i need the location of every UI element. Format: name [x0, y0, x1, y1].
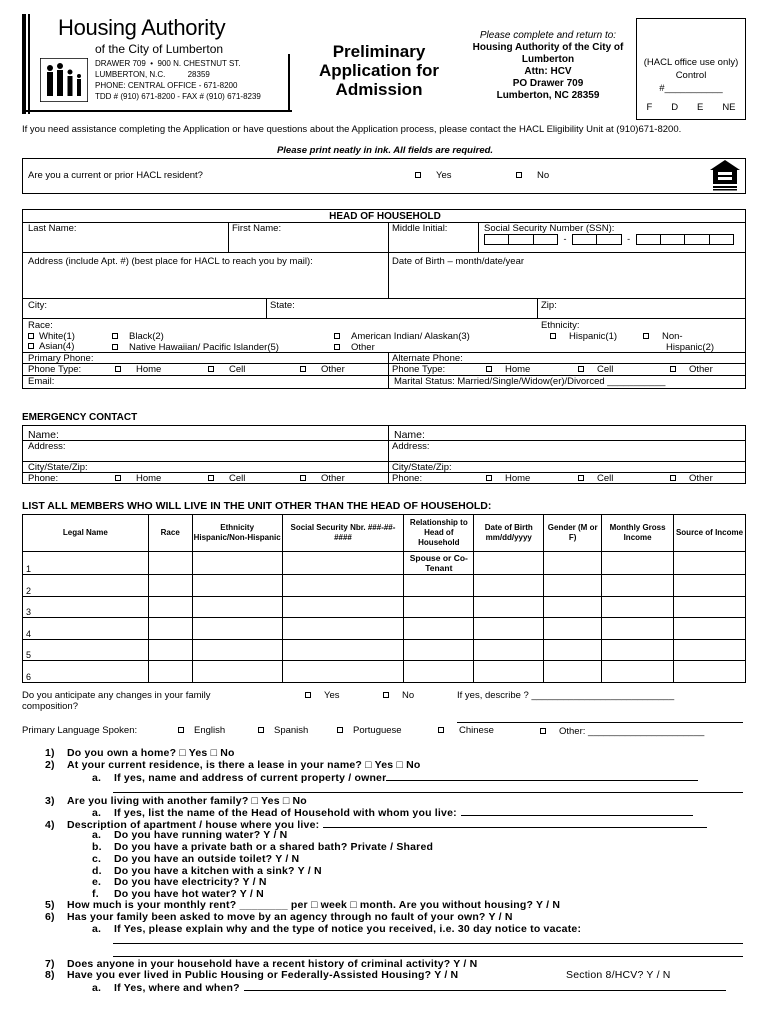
portuguese-checkbox[interactable] [337, 727, 343, 733]
table-cell[interactable] [602, 661, 674, 683]
table-cell[interactable] [404, 575, 474, 597]
office-code-ne: NE [722, 102, 736, 113]
col-legal-name: Legal Name [23, 515, 149, 552]
table-cell[interactable] [674, 639, 746, 661]
first-name-field[interactable]: First Name: [232, 223, 282, 234]
table-row [23, 639, 746, 661]
lease-question[interactable]: At your current residence, is there a lease in your name? □ Yes □ No [67, 759, 421, 771]
ethnicity-label: Ethnicity: [541, 320, 580, 331]
table-cell[interactable] [192, 552, 282, 575]
public-housing-question[interactable]: Have you ever lived in Public Housing or Federally-Assisted Housing? Y / N [67, 969, 459, 981]
q4f-letter: f. [92, 888, 99, 900]
own-home-question[interactable]: Do you own a home? □ Yes □ No [67, 747, 235, 759]
row-number[interactable]: 1 [23, 552, 149, 575]
emergency-home-label-2: Home [505, 473, 531, 484]
english-label: English [194, 725, 226, 736]
emergency-home-checkbox-2[interactable] [486, 475, 492, 481]
col-gender: Gender (M or F) [544, 515, 602, 552]
return-org: Housing Authority of the City of Lumberton [472, 42, 624, 65]
emergency-phone-field[interactable]: Phone: [28, 473, 59, 484]
table-cell[interactable] [192, 596, 282, 618]
return-intro: Please complete and return to: [479, 30, 617, 41]
non-hispanic-checkbox[interactable] [643, 333, 649, 339]
bath-question[interactable]: Do you have a private bath or a shared bath? Private / Shared [114, 841, 434, 853]
emergency-city-state-zip-field[interactable]: City/State/Zip: [28, 462, 88, 473]
race-black-checkbox[interactable] [112, 333, 118, 339]
emergency-cell-checkbox-2[interactable] [578, 475, 584, 481]
emergency-contact-title: EMERGENCY CONTACT [22, 412, 138, 423]
table-cell[interactable] [674, 618, 746, 640]
emergency-cell-label-2: Cell [597, 473, 614, 484]
where-when-question: If Yes, where and when? [114, 982, 240, 994]
resident-no-checkbox[interactable] [516, 172, 522, 178]
form-title-line-1: Preliminary [332, 42, 426, 61]
table-cell[interactable] [404, 661, 474, 683]
alternate-phone-type-label: Phone Type: [392, 364, 446, 375]
race-white-checkbox[interactable] [28, 333, 34, 339]
notice-explanation-question: If Yes, please explain why and the type of notice you received, i.e. 30 day notice to vacate: [114, 923, 582, 935]
table-cell[interactable] [148, 596, 192, 618]
q2-number: 2) [45, 759, 55, 771]
primary-phone-field[interactable]: Primary Phone: [28, 353, 94, 364]
table-cell[interactable] [192, 575, 282, 597]
table-cell[interactable] [148, 639, 192, 661]
q4d-letter: d. [92, 865, 102, 877]
alternate-other-checkbox[interactable] [670, 366, 676, 372]
alternate-home-checkbox[interactable] [486, 366, 492, 372]
spouse-cotenant-label: Spouse or Co-Tenant [404, 552, 474, 575]
table-cell[interactable] [674, 596, 746, 618]
city-field[interactable]: City: [28, 300, 47, 311]
table-cell[interactable] [404, 639, 474, 661]
race-label: Race: [28, 320, 53, 331]
emergency-home-checkbox[interactable] [115, 475, 121, 481]
table-cell[interactable] [544, 618, 602, 640]
office-use-label: (HACL office use only) [643, 57, 739, 68]
form-title [305, 42, 453, 99]
race-asian-checkbox[interactable] [28, 343, 34, 349]
logo-address: DRAWER 709 • 900 N. CHESTNUT ST. LUMBERTON, N.C. 28359 PHONE: CENTRAL OFFICE - 671-8200 TDD # (910) 671-8200 - FAX # (910) 671-8239 [95, 59, 261, 101]
col-income-source: Source of Income [674, 515, 746, 552]
living-with-family-question[interactable]: Are you living with another family? □ Yes □ No [67, 795, 307, 807]
race-aian-label: American Indian/ Alaskan(3) [351, 331, 470, 342]
portuguese-label: Portuguese [353, 725, 402, 736]
table-cell[interactable] [282, 552, 404, 575]
hispanic-label: Hispanic(1) [569, 331, 618, 342]
form-title-line-2: Application for [319, 61, 439, 80]
table-cell[interactable] [192, 661, 282, 683]
alternate-cell-label: Cell [597, 364, 614, 375]
q8-number: 8) [45, 969, 55, 981]
table-cell[interactable] [602, 618, 674, 640]
household-members-table [22, 514, 746, 683]
emergency-name-field-2[interactable]: Name: [394, 429, 425, 441]
race-aian-checkbox[interactable] [334, 333, 340, 339]
primary-home-label: Home [136, 364, 162, 375]
primary-other-label: Other [321, 364, 345, 375]
emergency-name-field[interactable]: Name: [28, 429, 59, 441]
q4-number: 4) [45, 819, 55, 831]
q6-number: 6) [45, 911, 55, 923]
hot-water-question[interactable]: Do you have hot water? Y / N [114, 888, 264, 900]
other-language-checkbox[interactable] [540, 728, 546, 734]
return-city: Lumberton, NC 28359 [496, 90, 600, 101]
race-asian-label: Asian(4) [39, 341, 75, 352]
race-other-checkbox[interactable] [334, 344, 340, 350]
office-code-d: D [671, 102, 679, 113]
primary-home-checkbox[interactable] [115, 366, 121, 372]
table-cell[interactable] [602, 596, 674, 618]
q4c-letter: c. [92, 853, 102, 865]
table-cell[interactable] [474, 618, 544, 640]
hispanic-checkbox[interactable] [550, 333, 556, 339]
emergency-address-field[interactable]: Address: [28, 441, 66, 452]
table-cell[interactable] [544, 661, 602, 683]
dwelling-description-field[interactable] [323, 818, 707, 828]
table-cell[interactable] [674, 661, 746, 683]
form-title-line-3: Admission [335, 80, 423, 99]
table-row [23, 661, 746, 683]
zip-field[interactable]: Zip: [541, 300, 557, 311]
changes-no-label: No [402, 690, 415, 701]
row-number[interactable]: 5 [23, 639, 149, 661]
spanish-label: Spanish [274, 725, 309, 736]
emergency-city-state-zip-field-2[interactable]: City/State/Zip: [392, 462, 452, 473]
row-number[interactable]: 2 [23, 575, 149, 597]
alternate-other-label: Other [689, 364, 713, 375]
middle-initial-field[interactable]: Middle Initial: [392, 223, 448, 234]
race-other-label: Other [351, 342, 375, 353]
table-cell[interactable] [602, 639, 674, 661]
table-row [23, 618, 746, 640]
current-property-field[interactable] [386, 771, 698, 781]
col-date-of-birth: Date of Birth mm/dd/yyyy [474, 515, 544, 552]
primary-cell-label: Cell [229, 364, 246, 375]
q4e-letter: e. [92, 876, 102, 888]
kitchen-sink-question[interactable]: Do you have a kitchen with a sink? Y / N [114, 865, 322, 877]
table-cell[interactable] [282, 575, 404, 597]
head-of-household-name-question: If yes, list the name of the Head of Household with whom you live: [114, 807, 457, 819]
table-cell[interactable] [148, 618, 192, 640]
table-cell[interactable] [282, 661, 404, 683]
q6a-letter: a. [92, 923, 102, 935]
return-box: PO Drawer 709 [512, 78, 584, 89]
changes-yes-label: Yes [324, 690, 340, 701]
row-number[interactable]: 4 [23, 618, 149, 640]
race-nhpi-label: Native Hawaiian/ Pacific Islander(5) [129, 342, 279, 353]
section8-question[interactable]: Section 8/HCV? Y / N [566, 969, 671, 981]
non-hispanic-label-2: Hispanic(2) [666, 342, 715, 353]
resident-question: Are you a current or prior HACL resident? [28, 170, 203, 181]
address-field[interactable]: Address (include Apt. #) (best place for HACL to reach you by mail): [28, 256, 313, 267]
primary-cell-checkbox[interactable] [208, 366, 214, 372]
office-code-e: E [697, 102, 704, 113]
table-cell[interactable] [282, 596, 404, 618]
q2a-letter: a. [92, 772, 102, 784]
alternate-phone-field[interactable]: Alternate Phone: [392, 353, 463, 364]
office-control-number: #___________ [659, 83, 723, 94]
current-property-question: If yes, name and address of current property / owner [114, 772, 387, 784]
alternate-cell-checkbox[interactable] [578, 366, 584, 372]
emergency-cell-label: Cell [229, 473, 246, 484]
q3a-letter: a. [92, 807, 102, 819]
other-language-field[interactable]: Other: ______________________ [559, 726, 705, 737]
emergency-cell-checkbox[interactable] [208, 475, 214, 481]
emergency-phone-field-2[interactable]: Phone: [392, 473, 423, 484]
ssn-label: Social Security Number (SSN): [484, 223, 615, 234]
english-checkbox[interactable] [178, 727, 184, 733]
state-field[interactable]: State: [270, 300, 295, 311]
primary-language-label: Primary Language Spoken: [22, 725, 138, 736]
table-cell[interactable] [404, 618, 474, 640]
marital-status-field[interactable]: Marital Status: Married/Single/Widow(er)/Divorced ___________ [394, 376, 666, 387]
outside-toilet-question[interactable]: Do you have an outside toilet? Y / N [114, 853, 300, 865]
chinese-label: Chinese [459, 725, 494, 736]
alternate-home-label: Home [505, 364, 531, 375]
emergency-other-checkbox-2[interactable] [670, 475, 676, 481]
q4b-letter: b. [92, 841, 102, 853]
table-cell[interactable] [148, 552, 192, 575]
assistance-notice: If you need assistance completing the Application or have questions about the Application process, please contact the HACL Eligibility Unit at (910)671-8200. [22, 124, 682, 135]
family-changes-question: Do you anticipate any changes in your family composition? [22, 690, 211, 712]
row-number[interactable]: 3 [23, 596, 149, 618]
table-cell[interactable] [544, 596, 602, 618]
last-name-field[interactable]: Last Name: [28, 223, 77, 234]
resident-yes-checkbox[interactable] [415, 172, 421, 178]
table-cell[interactable] [674, 552, 746, 575]
chinese-checkbox[interactable] [438, 727, 444, 733]
running-water-question[interactable]: Do you have running water? Y / N [114, 829, 288, 841]
primary-other-checkbox[interactable] [300, 366, 306, 372]
office-use-box [636, 18, 746, 120]
table-cell[interactable] [192, 639, 282, 661]
table-cell[interactable] [602, 575, 674, 597]
emergency-home-label: Home [136, 473, 162, 484]
row-number[interactable]: 6 [23, 661, 149, 683]
equal-housing-opportunity-icon [708, 158, 742, 192]
dwelling-description-question: Description of apartment / house where you live: [67, 819, 320, 831]
table-cell[interactable] [192, 618, 282, 640]
table-cell[interactable] [474, 661, 544, 683]
col-ethnicity: Ethnicity Hispanic/Non-Hispanic [192, 515, 282, 552]
ssn-input-boxes[interactable]: - - [484, 234, 734, 245]
monthly-rent-question[interactable]: How much is your monthly rent? ________ per □ week □ month. Are you without housing? Y / N [67, 899, 561, 911]
race-black-label: Black(2) [129, 331, 164, 342]
where-when-field[interactable] [244, 981, 726, 991]
resident-yes-label: Yes [436, 170, 452, 181]
q8a-letter: a. [92, 982, 102, 994]
col-race: Race [148, 515, 192, 552]
email-field[interactable]: Email: [28, 376, 55, 387]
return-attn: Attn: HCV [524, 66, 572, 77]
print-neatly-instruction: Please print neatly in ink. All fields are required. [276, 145, 494, 156]
office-control-label: Control [675, 70, 707, 81]
primary-phone-type-label: Phone Type: [28, 364, 82, 375]
emergency-other-label-2: Other [689, 473, 713, 484]
q7-number: 7) [45, 958, 55, 970]
col-income: Monthly Gross Income [602, 515, 674, 552]
changes-describe-field[interactable]: If yes, describe ? ___________________________ [457, 690, 675, 701]
changes-no-checkbox[interactable] [383, 692, 389, 698]
table-row [23, 575, 746, 597]
table-cell[interactable] [474, 596, 544, 618]
q5-number: 5) [45, 899, 55, 911]
race-nhpi-checkbox[interactable] [112, 344, 118, 350]
family-logo-icon [40, 58, 88, 102]
date-of-birth-field[interactable]: Date of Birth – month/date/year [392, 256, 525, 267]
table-row [23, 552, 746, 575]
electricity-question[interactable]: Do you have electricity? Y / N [114, 876, 267, 888]
col-ssn: Social Security Nbr. ###-##-#### [282, 515, 404, 552]
table-cell[interactable] [282, 618, 404, 640]
table-cell[interactable] [474, 552, 544, 575]
table-cell[interactable] [544, 575, 602, 597]
q3-number: 3) [45, 795, 55, 807]
table-cell[interactable] [544, 552, 602, 575]
logo-subtitle: of the City of Lumberton [95, 42, 224, 56]
emergency-address-field-2[interactable]: Address: [392, 441, 430, 452]
members-title: LIST ALL MEMBERS WHO WILL LIVE IN THE UNIT OTHER THAN THE HEAD OF HOUSEHOLD: [22, 500, 492, 512]
table-cell[interactable] [474, 575, 544, 597]
return-address-block [468, 30, 628, 102]
q4a-letter: a. [92, 829, 102, 841]
race-white-label: White(1) [39, 331, 75, 342]
table-cell[interactable] [282, 639, 404, 661]
asked-to-move-question[interactable]: Has your family been asked to move by an agency through no fault of your own? Y / N [67, 911, 513, 923]
q1-number: 1) [45, 747, 55, 759]
resident-no-label: No [537, 170, 550, 181]
head-of-household-name-field[interactable] [461, 806, 693, 816]
table-cell[interactable] [544, 639, 602, 661]
table-cell[interactable] [148, 575, 192, 597]
table-cell[interactable] [148, 661, 192, 683]
changes-yes-checkbox[interactable] [305, 692, 311, 698]
table-cell[interactable] [474, 639, 544, 661]
office-code-f: F [646, 102, 653, 113]
table-cell[interactable] [404, 596, 474, 618]
logo-title: Housing Authority [58, 15, 226, 40]
table-cell[interactable] [602, 552, 674, 575]
table-cell[interactable] [674, 575, 746, 597]
table-row [23, 596, 746, 618]
col-relationship: Relationship to Head of Household [404, 515, 474, 552]
non-hispanic-label-1: Non- [662, 331, 683, 342]
emergency-other-checkbox[interactable] [300, 475, 306, 481]
emergency-other-label: Other [321, 473, 345, 484]
spanish-checkbox[interactable] [258, 727, 264, 733]
criminal-history-question[interactable]: Does anyone in your household have a recent history of criminal activity? Y / N [67, 958, 478, 970]
head-of-household-title: HEAD OF HOUSEHOLD [329, 211, 441, 222]
